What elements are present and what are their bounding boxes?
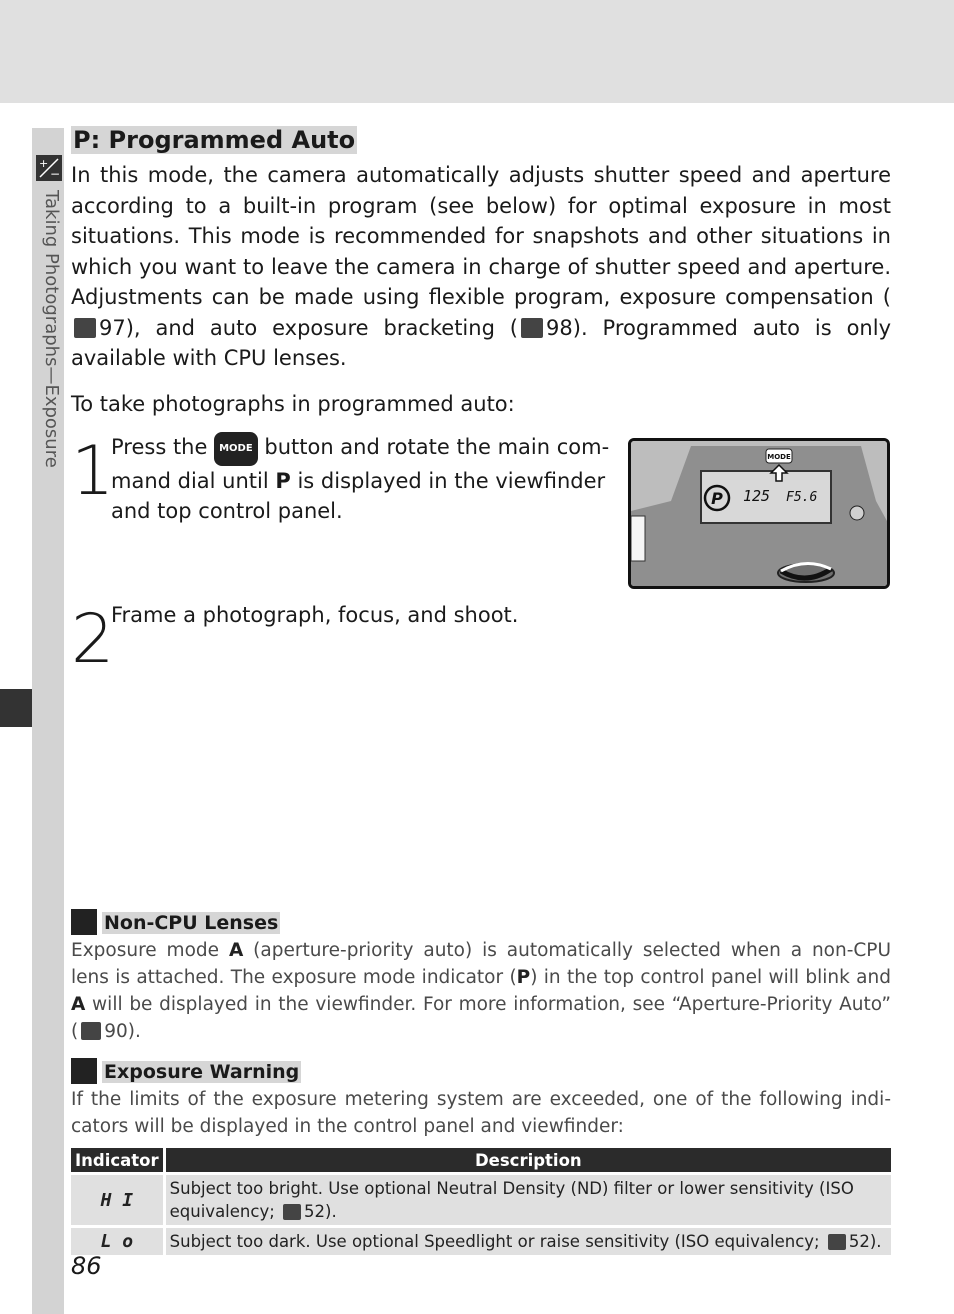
figure-shutter-value: 125 [743, 487, 771, 505]
note-non-cpu-lenses-heading: Non-CPU Lenses [71, 909, 280, 935]
note-non-cpu-lenses-body: Exposure mode A (aperture-priority auto) is automatically selected when a non-CPU lens is attached. The exposure mode indicator (P) in the top control panel will blink and A will be displayed in the viewfinder. For more information, see “Aperture-Priority Auto” ( 90). [71, 940, 892, 1042]
note-exposure-warning-heading: Exposure Warning [71, 1058, 301, 1084]
mode-button-icon: MODE [214, 432, 258, 466]
page-reference-icon [828, 1234, 846, 1250]
chapter-label: Taking Photographs—Exposure [41, 190, 62, 468]
page-ref-97[interactable]: 97 [99, 315, 126, 340]
note-exposure-warning-body: If the limits of the exposure metering system are exceeded, one of the following indi-cators will be displayed in the control panel and viewfinder: [71, 1089, 891, 1137]
page-ref-52[interactable]: 52 [304, 1202, 326, 1221]
page-ref-98[interactable]: 98 [546, 315, 573, 340]
step-number: 1 [71, 432, 115, 511]
step-number: 2 [71, 600, 115, 679]
section-title: P: Programmed Auto [73, 126, 356, 154]
exposure-plus-minus-icon [36, 155, 62, 181]
indicator-hi: H I [71, 1174, 164, 1227]
table-row [71, 1174, 891, 1227]
page-reference-icon [283, 1204, 301, 1220]
svg-text:−: − [50, 167, 61, 181]
description-cell: Subject too dark. Use optional Speedlight or raise sensitivity (ISO equivalency; 52). [164, 1227, 891, 1256]
step-text: Press the MODE button and rotate the main com-mand dial until P is displayed in the viewfinder and top control panel. [111, 432, 611, 526]
pencil-note-icon [71, 909, 97, 935]
intro-paragraph: In this mode, the camera automatically adjusts shutter speed and aperture according to a built-in program (see below) for optimal exposure in most situations. This mode is recommended for snapshots and other situations in which you want to leave the camera in charge of shutter speed and aperture. Adjustments can be made using flexible program, exposure compensation (97), and auto exposure bracketing ( 98). Programmed auto is only available with CPU lenses. [71, 163, 892, 370]
pencil-note-icon [71, 1058, 97, 1084]
page-ref-90[interactable]: 90 [104, 1021, 128, 1042]
table-header-indicator: Indicator [71, 1148, 164, 1174]
figure-aperture-value: F5.6 [786, 490, 818, 505]
svg-text:+: + [39, 157, 49, 170]
step-text: Frame a photograph, focus, and shoot. [111, 603, 519, 627]
figure-mode-indicator: P [711, 489, 723, 508]
camera-top-panel-illustration [628, 438, 890, 589]
indicator-lo: L o [71, 1227, 164, 1256]
table-row [71, 1227, 891, 1256]
table-header-description: Description [164, 1148, 891, 1174]
main-content [71, 126, 891, 419]
page-ref-52[interactable]: 52 [848, 1232, 870, 1251]
chapter-tab-marker [0, 689, 32, 727]
indicator-table [71, 1148, 891, 1255]
page-reference-icon [81, 1022, 101, 1040]
description-cell: Subject too bright. Use optional Neutral Density (ND) filter or lower sensitivity (ISO equivalency; 52). [164, 1174, 891, 1227]
page-reference-icon [521, 318, 543, 338]
figure-mode-button: MODE [767, 453, 791, 461]
lead-text: To take photographs in programmed auto: [71, 391, 515, 416]
page-number: 86 [71, 1252, 102, 1280]
header-band [0, 0, 954, 103]
page-reference-icon [74, 318, 96, 338]
